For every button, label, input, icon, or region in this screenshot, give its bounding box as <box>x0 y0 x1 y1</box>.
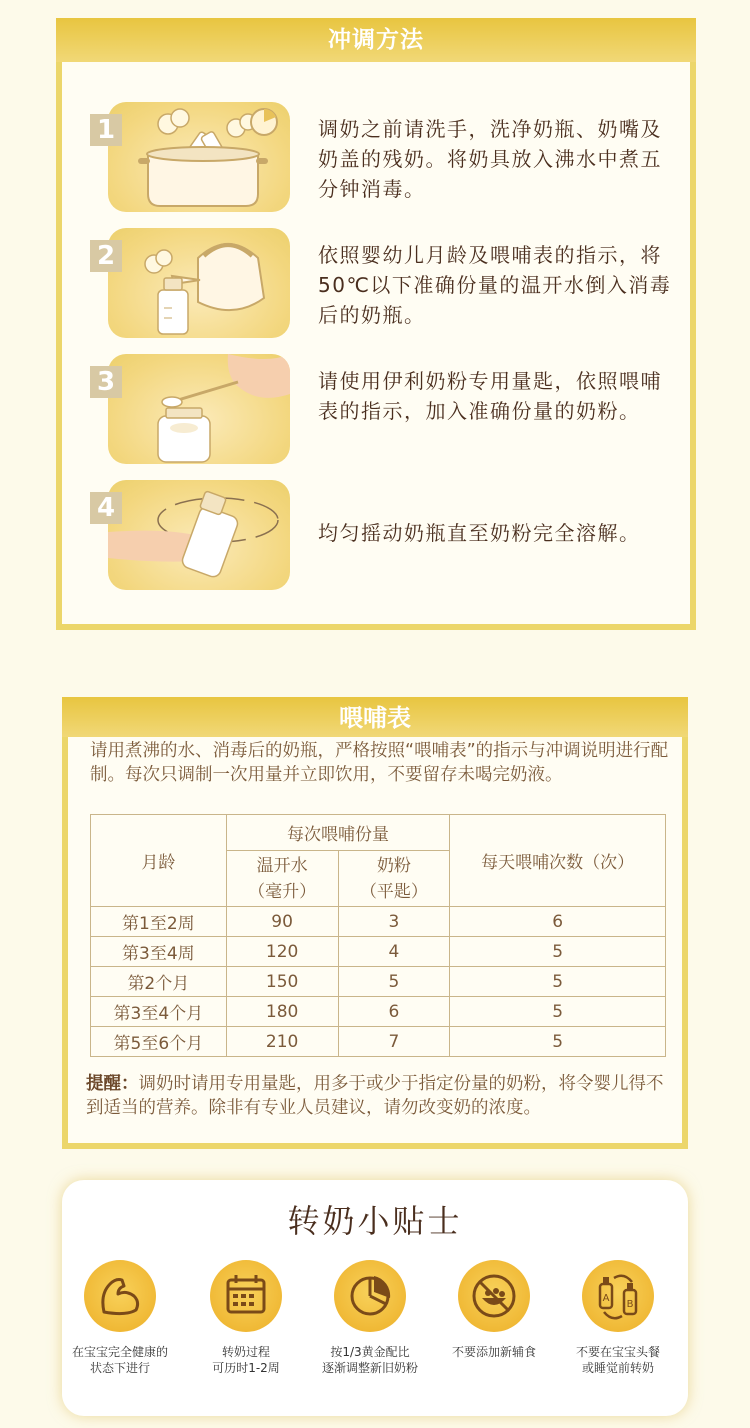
tip-caption <box>558 1344 678 1376</box>
header-water-unit: （毫升） <box>248 881 317 902</box>
table-row <box>91 937 666 967</box>
header-per-feed: 每次喂哺份量 <box>226 815 450 851</box>
tip-caption <box>60 1344 180 1376</box>
cell-water: 210 <box>226 1027 338 1057</box>
bottle-switch-icon <box>582 1260 654 1332</box>
switching-tips-title: 转奶小贴士 <box>287 1202 463 1240</box>
cell-times: 5 <box>450 937 666 967</box>
cell-times: 6 <box>450 907 666 937</box>
pouring-kettle-illustration <box>108 228 290 338</box>
reminder-text: 调奶时请用专用量匙，用多于或少于指定份量的奶粉，将令婴儿得不到适当的营养。除非有专业人员建议，请勿改变奶的浓度。 <box>86 1074 664 1118</box>
svg-text:B: B <box>626 1299 634 1310</box>
step-description: 请使用伊利奶粉专用量匙，依照喂哺表的指示，加入准确份量的奶粉。 <box>318 369 662 423</box>
cell-times: 5 <box>450 997 666 1027</box>
tip-caption-line: 不要在宝宝头餐 <box>575 1345 660 1359</box>
tip-item <box>186 1260 306 1400</box>
cell-powder: 4 <box>338 937 450 967</box>
preparation-steps-panel <box>62 62 690 624</box>
tip-caption <box>434 1344 554 1360</box>
boiling-pot-illustration <box>108 102 290 212</box>
step-2 <box>62 228 690 338</box>
preparation-method-title: 冲调方法 <box>56 18 696 62</box>
cell-age: 第5至6个月 <box>91 1027 227 1057</box>
table-row <box>91 967 666 997</box>
feeding-table-section <box>62 697 688 1149</box>
preparation-method-section <box>56 18 696 630</box>
feeding-table-panel <box>68 737 682 1143</box>
step-1 <box>62 102 690 212</box>
cell-age: 第2个月 <box>91 967 227 997</box>
table-row <box>91 1027 666 1057</box>
tip-caption-line: 按1/3黄金配比 <box>330 1345 410 1359</box>
feeding-table-title: 喂哺表 <box>62 697 688 737</box>
tip-caption-line: 转奶过程 <box>221 1345 270 1359</box>
tip-item <box>434 1260 554 1400</box>
switching-tips-card <box>62 1180 688 1416</box>
reminder-note <box>86 1072 676 1120</box>
step-description: 均匀摇动奶瓶直至奶粉完全溶解。 <box>318 521 641 545</box>
calendar-icon <box>210 1260 282 1332</box>
shaking-bottle-illustration <box>108 480 290 590</box>
feeding-table <box>90 814 666 1057</box>
cell-water: 90 <box>226 907 338 937</box>
step-number-badge: 2 <box>90 240 122 272</box>
tip-caption-line: 状态下进行 <box>89 1361 150 1375</box>
reminder-label: 提醒： <box>86 1074 139 1094</box>
tip-caption-line: 可历时1-2周 <box>212 1361 280 1375</box>
header-water-label: 温开水 <box>256 855 308 876</box>
step-number-badge: 1 <box>90 114 122 146</box>
header-powder <box>338 851 450 907</box>
tip-caption-line: 不要添加新辅食 <box>451 1345 536 1359</box>
table-row <box>91 997 666 1027</box>
cell-times: 5 <box>450 1027 666 1057</box>
cell-times: 5 <box>450 967 666 997</box>
cell-powder: 5 <box>338 967 450 997</box>
cell-powder: 7 <box>338 1027 450 1057</box>
tip-caption <box>186 1344 306 1376</box>
step-description: 依照婴幼儿月龄及喂哺表的指示，将50℃以下准确份量的温开水倒入消毒后的奶瓶。 <box>318 243 672 327</box>
tip-caption-line: 逐渐调整新旧奶粉 <box>321 1361 418 1375</box>
step-description: 调奶之前请洗手，洗净奶瓶、奶嘴及奶盖的残奶。将奶具放入沸水中煮五分钟消毒。 <box>318 117 662 201</box>
table-row <box>91 907 666 937</box>
cell-age: 第3至4周 <box>91 937 227 967</box>
step-3 <box>62 354 690 464</box>
header-powder-unit: （平匙） <box>359 881 428 902</box>
pie-chart-icon <box>334 1260 406 1332</box>
svg-text:A: A <box>602 1293 610 1304</box>
tip-item <box>558 1260 678 1400</box>
header-powder-label: 奶粉 <box>376 855 411 876</box>
step-number-badge: 4 <box>90 492 122 524</box>
cell-powder: 3 <box>338 907 450 937</box>
header-water <box>226 851 338 907</box>
no-food-icon <box>458 1260 530 1332</box>
muscle-arm-icon <box>84 1260 156 1332</box>
feeding-intro-text: 请用煮沸的水、消毒后的奶瓶，严格按照“喂哺表”的指示与冲调说明进行配制。每次只调制一次用量并立即饮用，不要留存未喝完奶液。 <box>90 741 669 785</box>
cell-age: 第1至2周 <box>91 907 227 937</box>
tip-caption <box>310 1344 430 1376</box>
tip-caption-line: 在宝宝完全健康的 <box>71 1345 168 1359</box>
cell-powder: 6 <box>338 997 450 1027</box>
tip-caption-line: 或睡觉前转奶 <box>581 1361 654 1375</box>
step-number-badge: 3 <box>90 366 122 398</box>
cell-age: 第3至4个月 <box>91 997 227 1027</box>
cell-water: 120 <box>226 937 338 967</box>
cell-water: 180 <box>226 997 338 1027</box>
tip-item <box>310 1260 430 1400</box>
step-4 <box>62 480 690 590</box>
scoop-powder-illustration <box>108 354 290 464</box>
header-age: 月龄 <box>91 815 227 907</box>
cell-water: 150 <box>226 967 338 997</box>
header-times-per-day: 每天喂哺次数（次） <box>450 815 666 907</box>
tip-item <box>60 1260 180 1400</box>
